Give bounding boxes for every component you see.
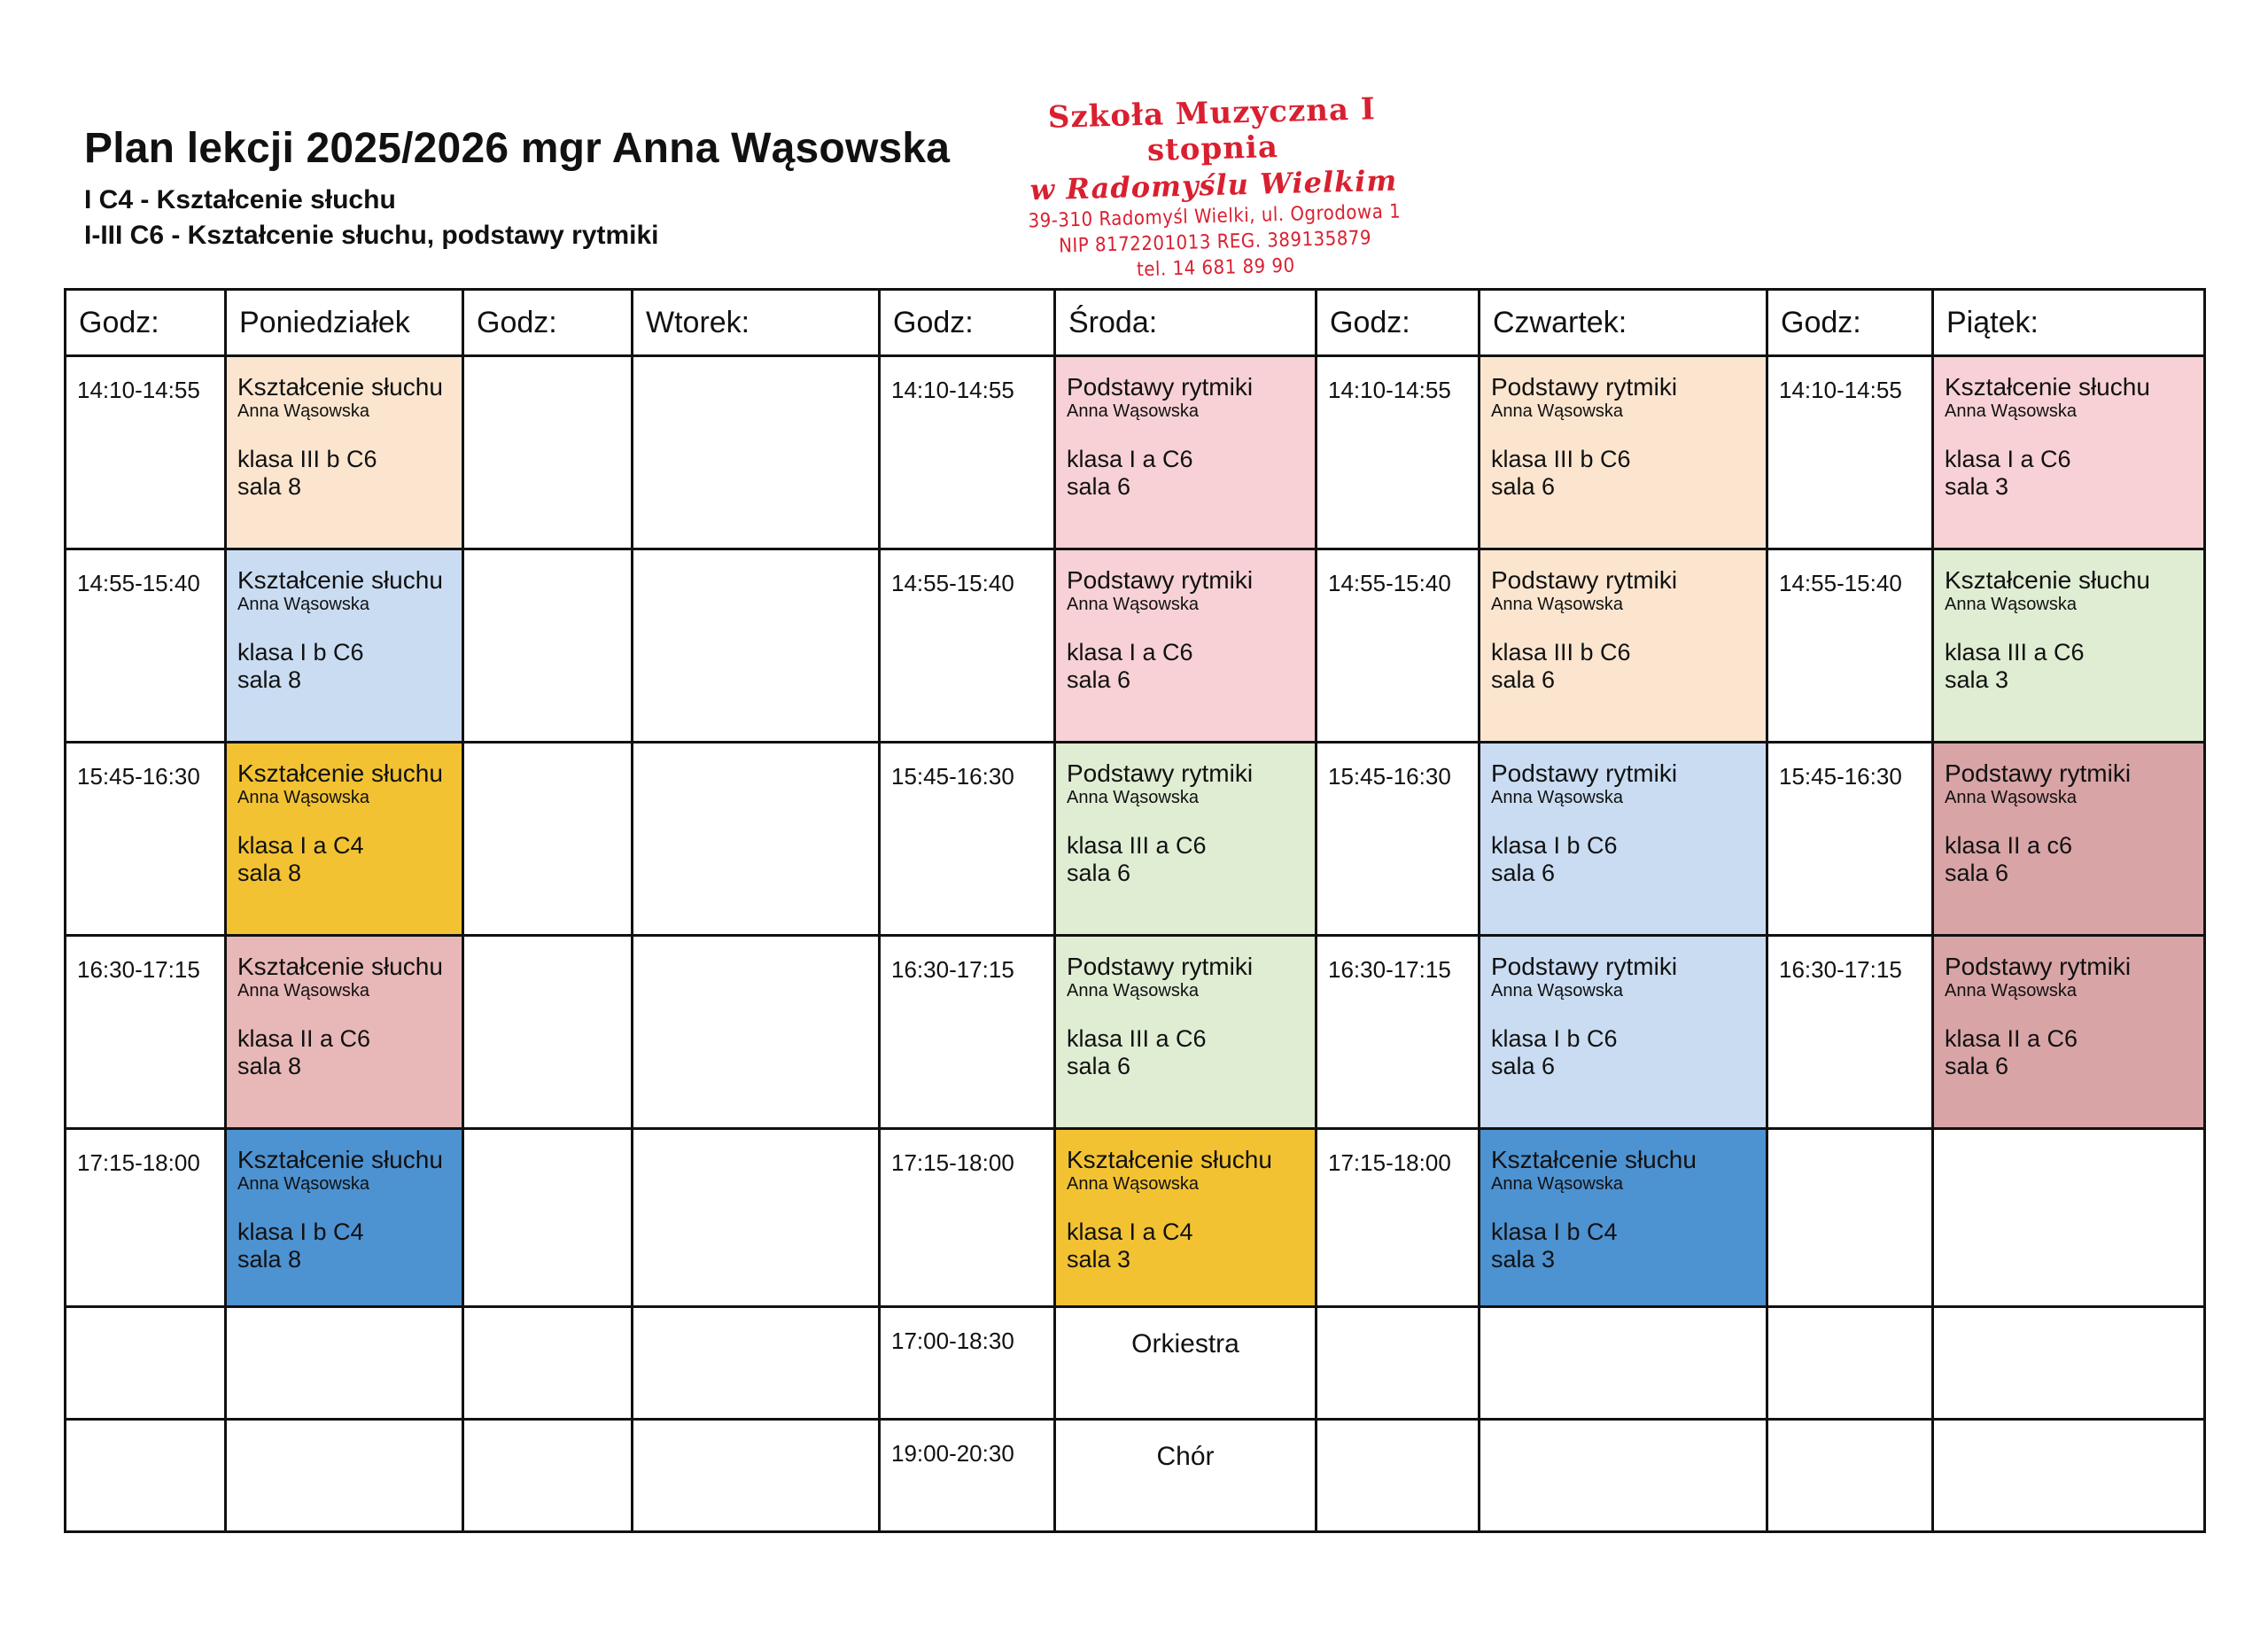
- lesson-room: sala 6: [1491, 1053, 1556, 1079]
- lesson-room: sala 6: [1067, 666, 1131, 693]
- lesson-room: sala 3: [1491, 1246, 1556, 1273]
- lesson-class: klasa I a C4: [237, 832, 364, 859]
- empty-cell: [1480, 1307, 1767, 1420]
- lesson-cell: [1480, 936, 1767, 1129]
- lesson-class: klasa I a C6: [1945, 446, 2071, 472]
- lesson-class: klasa I b C6: [237, 639, 364, 666]
- time-cell: 15:45-16:30: [66, 743, 226, 936]
- col-header-time-tue: Godz:: [463, 290, 633, 356]
- table-row: [66, 936, 2205, 1129]
- lesson-subject: Podstawy rytmiki: [1067, 373, 1254, 401]
- stamp-line-town: w Radomyślu Wielkim: [1029, 163, 1398, 207]
- empty-cell: [633, 549, 880, 743]
- lesson-teacher: Anna Wąsowska: [1067, 401, 1199, 421]
- empty-cell: [633, 356, 880, 549]
- empty-cell: [633, 743, 880, 936]
- table-row: [66, 356, 2205, 549]
- table-row: [66, 549, 2205, 743]
- header-row: [66, 290, 2205, 356]
- lesson-subject: Kształcenie słuchu: [237, 953, 443, 980]
- col-header-tuesday: Wtorek:: [633, 290, 880, 356]
- lesson-cell: [1933, 356, 2205, 549]
- lesson-subject: Kształcenie słuchu: [1945, 566, 2150, 594]
- time-cell: 17:15-18:00: [66, 1129, 226, 1307]
- empty-cell: [1933, 1129, 2205, 1307]
- time-cell: 14:55-15:40: [1317, 549, 1480, 743]
- lesson-room: sala 6: [1945, 1053, 2009, 1079]
- document-header: [84, 124, 950, 256]
- lesson-class: klasa I a C6: [1067, 446, 1193, 472]
- lesson-cell: [226, 743, 463, 936]
- lesson-room: sala 6: [1491, 473, 1556, 500]
- lesson-cell: [226, 549, 463, 743]
- lesson-class: klasa I a C4: [1067, 1218, 1193, 1245]
- lesson-teacher: Anna Wąsowska: [1945, 401, 2077, 421]
- lesson-subject: Podstawy rytmiki: [1067, 953, 1254, 980]
- lesson-room: sala 6: [1491, 860, 1556, 886]
- lesson-class: klasa I b C4: [237, 1218, 364, 1245]
- lesson-cell: [1480, 549, 1767, 743]
- empty-cell: [463, 936, 633, 1129]
- lesson-teacher: Anna Wąsowska: [1491, 981, 1623, 1000]
- lesson-teacher: Anna Wąsowska: [1945, 788, 2077, 807]
- stamp-line-school: Szkoła Muzyczna I stopnia: [1047, 91, 1377, 168]
- empty-cell: [66, 1420, 226, 1532]
- empty-cell: [226, 1420, 463, 1532]
- time-cell: 17:00-18:30: [880, 1307, 1055, 1420]
- lesson-room: sala 6: [1067, 473, 1131, 500]
- lesson-subject: Podstawy rytmiki: [1945, 759, 2132, 787]
- lesson-room: sala 3: [1945, 666, 2009, 693]
- time-cell: 14:10-14:55: [880, 356, 1055, 549]
- lesson-teacher: Anna Wąsowska: [1067, 981, 1199, 1000]
- col-header-time-wed: Godz:: [880, 290, 1055, 356]
- lesson-class: klasa III b C6: [1491, 446, 1631, 472]
- lesson-room: sala 8: [237, 666, 302, 693]
- lesson-subject: Kształcenie słuchu: [237, 759, 443, 787]
- stamp-line-nip: NIP 8172201013 REG. 389135879: [1058, 227, 1372, 258]
- col-header-time-fri: Godz:: [1767, 290, 1933, 356]
- lesson-room: sala 3: [1945, 473, 2009, 500]
- empty-cell: [463, 743, 633, 936]
- lesson-teacher: Anna Wąsowska: [237, 401, 369, 421]
- time-cell: 16:30-17:15: [1317, 936, 1480, 1129]
- page-title: Plan lekcji 2025/2026 mgr Anna Wąsowska: [84, 125, 951, 172]
- lesson-cell: [1055, 936, 1317, 1129]
- lesson-teacher: Anna Wąsowska: [1491, 788, 1623, 807]
- empty-cell: [1767, 1420, 1933, 1532]
- lesson-cell: [1480, 1129, 1767, 1307]
- lesson-cell: [226, 1129, 463, 1307]
- lesson-class: klasa II a C6: [237, 1025, 371, 1052]
- col-header-wednesday: Środa:: [1055, 290, 1317, 356]
- lesson-class: klasa III b C6: [1491, 639, 1631, 666]
- lesson-cell: [1055, 743, 1317, 936]
- empty-cell: [633, 936, 880, 1129]
- lesson-class: klasa III b C6: [237, 446, 377, 472]
- lesson-cell: [1480, 356, 1767, 549]
- empty-cell: [463, 1420, 633, 1532]
- lesson-subject: Podstawy rytmiki: [1491, 566, 1678, 594]
- empty-cell: [1933, 1307, 2205, 1420]
- time-cell: 14:10-14:55: [1317, 356, 1480, 549]
- time-cell: 14:55-15:40: [880, 549, 1055, 743]
- lesson-room: sala 8: [237, 860, 302, 886]
- time-cell: 19:00-20:30: [880, 1420, 1055, 1532]
- empty-cell: [1480, 1420, 1767, 1532]
- lesson-subject: Podstawy rytmiki: [1491, 953, 1678, 980]
- lesson-cell: [1480, 743, 1767, 936]
- table-row: [66, 743, 2205, 936]
- lesson-class: klasa I a C6: [1067, 639, 1193, 666]
- time-cell: 14:10-14:55: [66, 356, 226, 549]
- lesson-room: sala 6: [1067, 1053, 1131, 1079]
- lesson-cell: [1055, 549, 1317, 743]
- lesson-room: sala 8: [237, 473, 302, 500]
- lesson-teacher: Anna Wąsowska: [1945, 595, 2077, 614]
- empty-cell: [1317, 1307, 1480, 1420]
- empty-cell: [1317, 1420, 1480, 1532]
- lesson-class: klasa III a C6: [1945, 639, 2085, 666]
- time-cell: 17:15-18:00: [1317, 1129, 1480, 1307]
- table-row: [66, 1420, 2205, 1532]
- lesson-subject: Kształcenie słuchu: [1491, 1146, 1697, 1173]
- lesson-teacher: Anna Wąsowska: [1491, 595, 1623, 614]
- col-header-time-thu: Godz:: [1317, 290, 1480, 356]
- lesson-room: sala 8: [237, 1246, 302, 1273]
- empty-cell: [463, 1307, 633, 1420]
- lesson-teacher: Anna Wąsowska: [1945, 981, 2077, 1000]
- lesson-subject: Kształcenie słuchu: [237, 373, 443, 401]
- subtitle-c4: I C4 - Kształcenie słuchu: [84, 185, 396, 214]
- lesson-cell: [1055, 1129, 1317, 1307]
- time-cell: 15:45-16:30: [1317, 743, 1480, 936]
- choir-label: Chór: [1055, 1420, 1317, 1532]
- time-cell: 15:45-16:30: [880, 743, 1055, 936]
- lesson-class: klasa I b C6: [1491, 1025, 1618, 1052]
- lesson-teacher: Anna Wąsowska: [1067, 788, 1199, 807]
- lesson-cell: [226, 936, 463, 1129]
- lesson-subject: Kształcenie słuchu: [1067, 1146, 1272, 1173]
- time-cell: 16:30-17:15: [1767, 936, 1933, 1129]
- empty-cell: [66, 1307, 226, 1420]
- lesson-cell: [1933, 936, 2205, 1129]
- lesson-cell: [226, 356, 463, 549]
- lesson-subject: Podstawy rytmiki: [1067, 566, 1254, 594]
- empty-cell: [226, 1307, 463, 1420]
- lesson-class: klasa III a C6: [1067, 832, 1207, 859]
- lesson-teacher: Anna Wąsowska: [237, 788, 369, 807]
- empty-cell: [633, 1307, 880, 1420]
- time-cell: 16:30-17:15: [880, 936, 1055, 1129]
- lesson-class: klasa II a C6: [1945, 1025, 2078, 1052]
- lesson-teacher: Anna Wąsowska: [1491, 401, 1623, 421]
- lesson-room: sala 6: [1067, 860, 1131, 886]
- time-cell: 14:55-15:40: [66, 549, 226, 743]
- lesson-teacher: Anna Wąsowska: [237, 981, 369, 1000]
- time-cell: 14:10-14:55: [1767, 356, 1933, 549]
- lesson-class: klasa I b C4: [1491, 1218, 1618, 1245]
- time-cell: 16:30-17:15: [66, 936, 226, 1129]
- lesson-teacher: Anna Wąsowska: [1067, 595, 1199, 614]
- empty-cell: [633, 1420, 880, 1532]
- time-cell: 17:15-18:00: [880, 1129, 1055, 1307]
- lesson-class: klasa I b C6: [1491, 832, 1618, 859]
- lesson-class: klasa III a C6: [1067, 1025, 1207, 1052]
- lesson-cell: [1055, 356, 1317, 549]
- empty-cell: [1767, 1129, 1933, 1307]
- empty-cell: [463, 1129, 633, 1307]
- lesson-class: klasa II a c6: [1945, 832, 2073, 859]
- lesson-room: sala 8: [237, 1053, 302, 1079]
- lesson-room: sala 6: [1491, 666, 1556, 693]
- empty-cell: [633, 1129, 880, 1307]
- lesson-subject: Kształcenie słuchu: [237, 566, 443, 594]
- lesson-teacher: Anna Wąsowska: [1067, 1174, 1199, 1194]
- lesson-room: sala 3: [1067, 1246, 1131, 1273]
- stamp-line-phone: tel. 14 681 89 90: [1136, 254, 1296, 282]
- lesson-cell: [1933, 549, 2205, 743]
- empty-cell: [463, 549, 633, 743]
- empty-cell: [1767, 1307, 1933, 1420]
- lesson-teacher: Anna Wąsowska: [237, 1174, 369, 1194]
- lesson-room: sala 6: [1945, 860, 2009, 886]
- lesson-teacher: Anna Wąsowska: [1491, 1174, 1623, 1194]
- lesson-teacher: Anna Wąsowska: [237, 595, 369, 614]
- lesson-subject: Kształcenie słuchu: [1945, 373, 2150, 401]
- table-row: [66, 1129, 2205, 1307]
- subtitle-c6: I-III C6 - Kształcenie słuchu, podstawy rytmiki: [84, 221, 659, 250]
- col-header-time-mon: Godz:: [66, 290, 226, 356]
- schedule-table: [64, 288, 2206, 1533]
- lesson-cell: [1933, 743, 2205, 936]
- lesson-subject: Podstawy rytmiki: [1491, 373, 1678, 401]
- lesson-subject: Podstawy rytmiki: [1945, 953, 2132, 980]
- table-row: [66, 1307, 2205, 1420]
- lesson-subject: Podstawy rytmiki: [1491, 759, 1678, 787]
- empty-cell: [1933, 1420, 2205, 1532]
- col-header-friday: Piątek:: [1933, 290, 2205, 356]
- col-header-monday: Poniedziałek: [226, 290, 463, 356]
- col-header-thursday: Czwartek:: [1480, 290, 1767, 356]
- lesson-subject: Podstawy rytmiki: [1067, 759, 1254, 787]
- time-cell: 14:55-15:40: [1767, 549, 1933, 743]
- empty-cell: [463, 356, 633, 549]
- time-cell: 15:45-16:30: [1767, 743, 1933, 936]
- lesson-subject: Kształcenie słuchu: [237, 1146, 443, 1173]
- school-stamp: [1016, 90, 1410, 284]
- orchestra-label: Orkiestra: [1055, 1307, 1317, 1420]
- stamp-line-address: 39-310 Radomyśl Wielki, ul. Ogrodowa 1: [1028, 200, 1402, 233]
